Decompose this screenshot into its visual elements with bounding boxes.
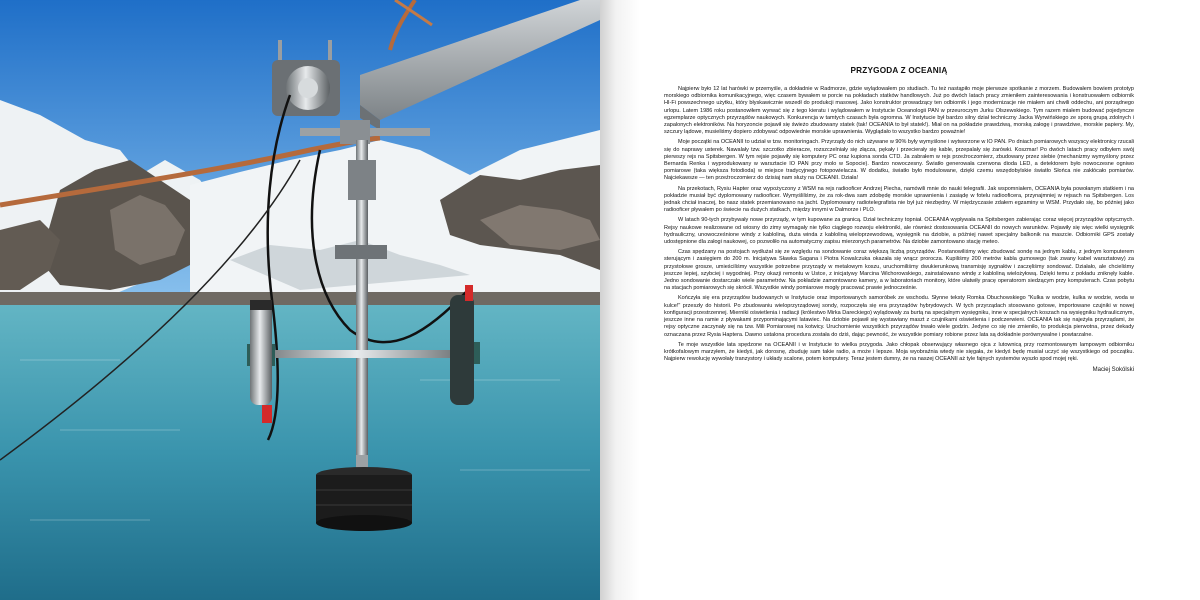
article-title: PRZYGODA Z OCEANIĄ [850, 66, 948, 75]
paragraph: Te moje wszystkie lata spędzone na OCEANII i w Instytucie to wielka przygoda. Jako chłopak obserwujący własnego ojca z lutownicą przy rozmontowanym lampowym odbiorniku krótkofalowym marzyłem, że kiedyś, jak dorosnę, zbuduję sam takie radio, a może i lepsze. Moja wyobraźnia wtedy nie sięgała, że kiedyś będę musiał uczyć się wszystkiego od początku. Najpierw rewolucję wywołały tranzystory i układy scalone, potem komputery. Teraz jestem dumny, że na naszej OCEANII aż tyle fajnych systemów wyszło spod mojej ręki. [664, 341, 1134, 363]
text-page [600, 0, 1200, 600]
right-sensor [450, 285, 474, 405]
paragraph: Moje początki na OCEANII to udział w tzw. monitoringach. Przyrządy do nich używane w 90% były wymyślone i wytworzone w IO PAN. Po dniach pomiarowych wszyscy elektronicy rzucali się do naprawy usterek. Nawalały tzw. szczotko zbieracze, rozszczelniały się złącza, pękały i przecierały się kable, przepalały się żarówki. Koszmar! Po dwóch latach pracy odbyłem swój pierwszy rejs na Spitsbergen. W tym rejsie pojawiły się komputery PC oraz kupiona sonda CTD. Ja zabrałem w rejs przeźroczomierz, zbudowany przez siebie (mechanizmy wymyślony przez Bernarda Renka i wyprodukowany w warsztacie IO PAN przy molo w Sopocie). Bardzo nowoczesny. Światło generowała czerwona dioda LED, a detektorem było nowoczesne ogniwo pomiarowe (taka większa fotodioda) w miejsce tradycyjnego fotopowielacza. W dodatku, światło było modulowane, dzięki czemu wszędobylskie światło Słońca nie zakłócało pomiarów. Najciekawsze — ten przeźroczomierz do dzisiaj nam służy na OCEANII. Działa! [664, 139, 1134, 182]
paragraph: Na przekotach, Rysiu Hapter oraz wypożyczony z WSM na rejs radiooficer Andrzej Piecha, namówili mnie do nauki telegrafii. Jak wspomniałem, OCEANIA była powołanym statkiem i na pokładzie musiał być dyplomowany radiooficer. Wymyśliliśmy, że za rok-dwa sam zdobędę morskie uprawnienia i zasiądę w fotelu radiooficera, przynajmniej w rejsach na Spitsbergen. Los jednak chciał inaczej, bo nasz statek przemianowano na jacht. Dyplomowany radiotelegrafista nie był już niezbędny. W międzyczasie zdałem egzaminy w WSM. Przydało się, bo później jako radiooficer pływałem po świecie na dużych statkach, między innymi w Dalmorze i PLO. [664, 185, 1134, 214]
page-gutter-shadow [600, 0, 640, 600]
author-signature: Maciej Sokólski [1092, 367, 1134, 374]
paragraph: Czas spędzany na postojach wydłużał się ze względu na sondowanie coraz większą liczbą przyrządów. Postanowiliśmy więc zbudować sondę na jednym kablu, z jednym komputerem sterującym i zasięgiem do 200 m. Inicjatywa Sławka Sagana i Piotra Kowalczuka okazała się wrącz prorocza. Kupiliśmy 200 metrów kabla gumowego (tak zwany kabel warsztatowy) za przystołowe grosze, umieściliśmy wszystkie potrzebne przyrządy w metalowym koszu, uruchomiliśmy dwukierunkową transmisję sygnałów i zaczęliśmy sondować. Działało, ale chcieliśmy jeszcze lepiej, szybciej i wygodniej. Przy okazji remontu w Ustce, z inicjatywy Marcina Wichorowskiego, zainstalowano windę z kabloliną wielożyłową. Dzięki temu z pokładu zniknęły kable. Jedno sondowanie dostarczało wiele parametrów. Na pokładzie zamontowano kamery, a w laboratoriach monitory, które ułatwiły pracę operatorom siedzącym przy komputerach. Czas pobytu na stacjach pomiarowych się skrócił. Wszystkie windy pomiarowe mogły pracować prawie jednocześnie. [664, 249, 1134, 292]
paragraph: Kończyła się era przyrządów budowanych w Instytucie oraz importowanych samoróbek ze wschodu. Słynne teksty Romka Obuchowskiego "Kulka w wodzie, kulka w wodzie, woda w kulce!" przeszły do historii. Po zbudowaniu wieloprzyrządowej sondy, rozpoczęła się era przyrządów hybrydowych. W tych przyrządach stosowano gotowe, importowane czujniki w nowej konfiguracji przestrzennej. Mierniki oświetlenia i radiacji (królestwo Mirka Dareckiego) wylądowały za burtą na specjalnym wysięgniku, inne w specjalnych koszach na wysięgniku hydraulicznym, jeszcze inne na ramie z pływakami przypominającymi latawiec. Na dziobie pojawił się wystawiany maszt z czujnikami oświetlenia i podczerwieni. OCEANIA tak się najeżyła przyrządami, że rejsy optyczne zaczynały się na tzw. Mili Pomiarowej na kotwicy. Uruchomienie wszystkich przyrządów trwało wiele godzin. Jedyne co się nie zmieniło, to produkcja pierwotna, przez dekady oznaczana przez Rysia Haptera. Dawno ustalona procedura została do dziś, dając pewność, że wszystkie pomiary robione przez lata są dokładnie porównywalne i powtarzalne. [664, 295, 1134, 338]
paragraph: Najpierw było 12 lat harówki w przemyśle, a dokładnie w Radmorze, gdzie wylądowałem po studiach. Tu też nastąpiło moje pierwsze spotkanie z morzem. Budowałem bowiem prototyp morskiego odbiornika komunikacyjnego, więc czasem bywałem w porcie na pokładach statków handlowych. Już po dwóch latach pracy zmieniłem zainteresowania i konstruowałem odbiornik HI-Fi powszechnego użytku, który błyskawicznie wszedł do produkcji masowej. Jako konstruktor prowadzący ten odbiornik i jego modernizacje nie miałem ani chwili oddechu, ani porządnego urlopu. Latem 1986 roku postanowiłem wyrwać się z tego kieratu i wylądowałem w Instytucie Oceanologii PAN w przeuroczym Jurku Olszewskiego. Tym razem miałem budować pojedyncze egzemplarze optycznych przyrządów naukowych. Konkurencja w tamtych czasach była ogromna. W Instytucie był bardzo silny dział techniczny Jacka Wyrwińskiego ze sporą grupą zdolnych i zapalonych elektroników. Na horyzoncie pojawił się świeżo zbudowany statek (tak! OCEANIA to był statek!). Miał on na pokładzie prawdziwą, morską załogę i prawdziwe, morskie papiery. My, szczury lądowe, musieliśmy dopiero zdobywać odpowiednie morskie uprawnienia. Wyglądało to wszystko bardzo poważnie! [664, 86, 1134, 136]
article-body [664, 86, 1134, 363]
paragraph: W latach 90-tych przybywały nowe przyrządy, w tym kupowane za granicą. Dział techniczny topniał. OCEANIA wypływała na Spitsbergen zabierając coraz więcej przyrządów optycznych. Rejsy naukowe realizowane od wiosny do zimy wymagały nie tylko ciągłego rozwoju elektroniki, ale również dostosowania OCEANII do nowych warunków. Pojawiły się więc wielki wysięgnik hydrauliczny, unowocześnione windy z kabloliną, duża winda z kabloliną wieloprzewodową, wysięgnik na dziobie, a później nawet specjalny balkonik na maszcie. Odbiorniki GPS zostały udostępnione dla załogi naukowej, co pozwoliło na automatyczny zapisu mierzonych parametrów. Na dziobie zamontowano stację meteo. [664, 217, 1134, 246]
article [664, 66, 1134, 373]
fjord-water [0, 305, 600, 600]
